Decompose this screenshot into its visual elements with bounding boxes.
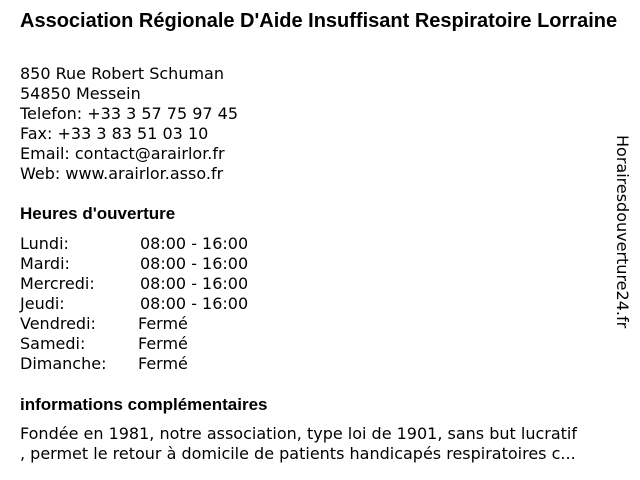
hours-row-wednesday <box>20 274 280 294</box>
hours-row-saturday <box>20 334 280 354</box>
fax-number: Fax: +33 3 83 51 03 10 <box>20 124 209 143</box>
info-heading: informations complémentaires <box>20 395 268 414</box>
hours-row-thursday <box>20 294 280 314</box>
hours-row-monday <box>20 234 280 254</box>
description-line-1: Fondée en 1981, notre association, type loi de 1901, sans but lucratif <box>20 424 577 443</box>
email-address: Email: contact@arairlor.fr <box>20 144 225 163</box>
hours-row-tuesday <box>20 254 280 274</box>
day-label: Mardi: <box>20 254 70 273</box>
contact-block <box>20 64 238 184</box>
site-watermark: Horairesdouverture24.fr <box>613 135 632 329</box>
hours-row-friday <box>20 314 280 334</box>
day-label: Jeudi: <box>20 294 65 313</box>
time-value: 08:00 - 16:00 <box>140 254 249 273</box>
phone-number: Telefon: +33 3 57 75 97 45 <box>20 104 239 123</box>
street-address: 850 Rue Robert Schuman <box>20 64 224 83</box>
website-address: Web: www.arairlor.asso.fr <box>20 164 224 183</box>
day-label: Mercredi: <box>20 274 95 293</box>
time-value: Fermé <box>138 354 188 373</box>
hours-row-sunday <box>20 354 280 374</box>
time-value: 08:00 - 16:00 <box>140 294 249 313</box>
description-text <box>20 424 626 464</box>
time-value: 08:00 - 16:00 <box>140 234 249 253</box>
day-label: Lundi: <box>20 234 69 253</box>
time-value: 08:00 - 16:00 <box>140 274 249 293</box>
city-address: 54850 Messein <box>20 84 141 103</box>
day-label: Vendredi: <box>20 314 96 333</box>
hours-table <box>20 234 280 374</box>
page-title: Association Régionale D'Aide Insuffisant Respiratoire Lorraine <box>20 10 618 32</box>
description-line-2: , permet le retour à domicile de patients handicapés respiratoires c... <box>20 444 576 463</box>
day-label: Samedi: <box>20 334 86 353</box>
time-value: Fermé <box>138 314 188 333</box>
day-label: Dimanche: <box>20 354 107 373</box>
hours-heading: Heures d'ouverture <box>20 204 176 223</box>
time-value: Fermé <box>138 334 188 353</box>
